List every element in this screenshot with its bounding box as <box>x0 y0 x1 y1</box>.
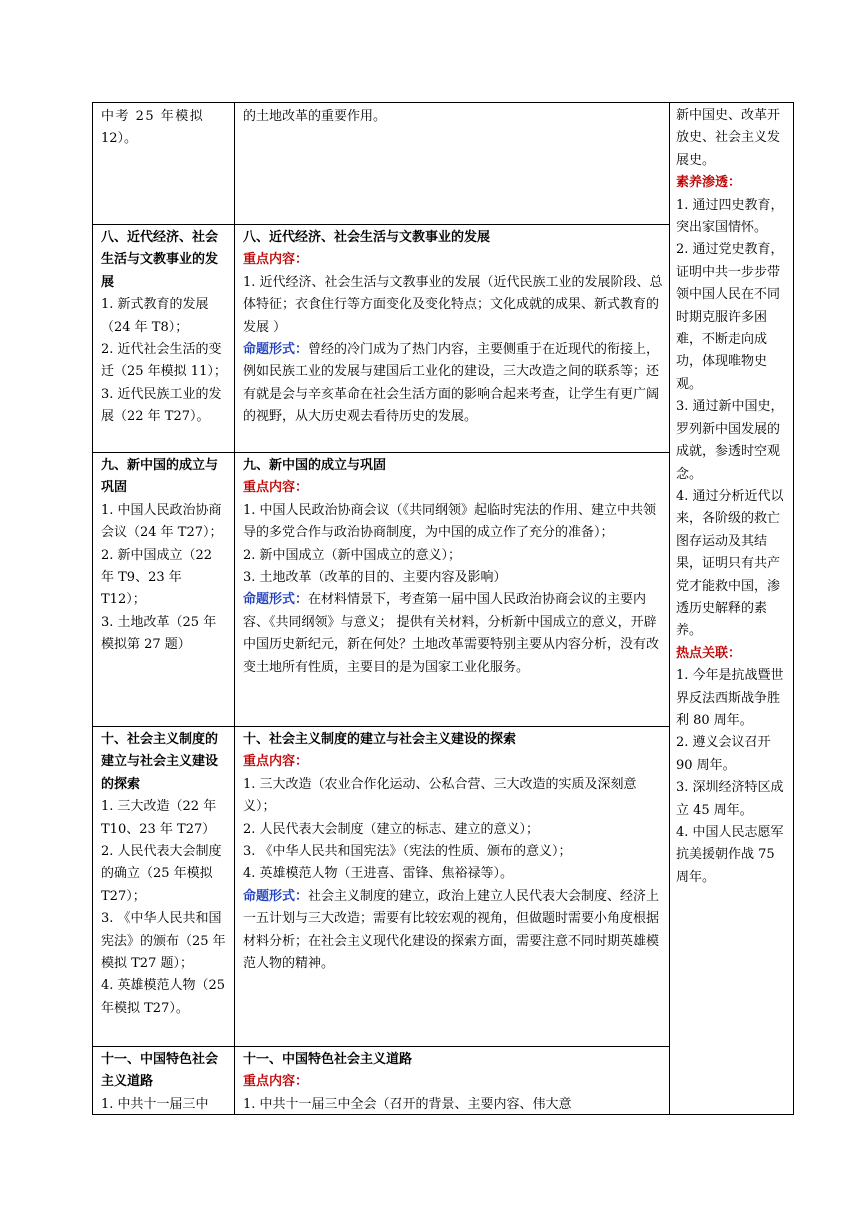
key-content-label: 重点内容： <box>243 1074 309 1090</box>
hot-item: 4. 中国人民志愿军抗美援朝作战 75 周年。 <box>676 825 784 885</box>
question-form-label: 命题形式： <box>243 342 309 358</box>
hot-item: 2. 遵义会议召开 90 周年。 <box>676 735 771 773</box>
row0-left-line: 中考 25 年模拟 <box>101 109 205 124</box>
row2-left <box>93 453 234 726</box>
row3-form-text: 社会主义制度的建立，政治上建立人民代表大会制度、经济上一五计划与三大改造；需要有比较宏观的视角，但做题时需要小角度根据材料分析；在社会主义现代化建设的探索方面，需要注意不同时期英雄模范人物的精神。 <box>243 888 660 972</box>
row4-left-item: 1. 中共十一届三中 <box>101 1096 209 1112</box>
row3-left-title: 十、社会主义制度的建立与社会主义建设的探索 <box>101 732 219 792</box>
row1-mid-title: 八、近代经济、社会生活与文教事业的发展 <box>243 230 491 245</box>
row1-left-item: 2. 近代社会生活的变迁（25 年模拟 11）； <box>101 342 227 380</box>
row2-form-paragraph <box>243 589 663 679</box>
key-content-label: 重点内容： <box>243 480 309 496</box>
row3-left-item: 3. 《中华人民共和国宪法》的颁布（25 年模拟 T27 题）； <box>101 911 226 972</box>
literacy-item: 4. 通过分析近代以来，各阶级的救亡图存运动及其结果，证明只有共产党才能救中国，渗透历史解释的素养。 <box>676 488 784 639</box>
row1-left-item: 1. 新式教育的发展（24 年 T8）； <box>101 297 209 335</box>
row2-key-item: 3. 土地改革（改革的目的、主要内容及影响） <box>243 570 507 586</box>
hot-topics-label: 热点关联： <box>676 645 742 661</box>
right-intro: 新中国史、改革开放史、社会主义发展史。 <box>676 108 781 168</box>
row0-mid <box>235 103 669 224</box>
row2-key-item: 2. 新中国成立（新中国成立的意义）； <box>243 547 462 563</box>
row2-mid <box>235 453 669 726</box>
row2-left-item: 1. 中国人民政治协商会议（24 年 T27）； <box>101 502 223 541</box>
literacy-label: 素养渗透： <box>676 175 742 191</box>
row3-key-item: 2. 人民代表大会制度（建立的标志、建立的意义）； <box>243 821 540 837</box>
row1-left <box>93 225 234 452</box>
row3-left <box>93 727 234 1046</box>
row3-left-item: 2. 人民代表大会制度的确立（25 年模拟 T27）； <box>101 844 222 904</box>
literacy-item: 2. 通过党史教育，证明中共一步步带领中国人民在不同时期克服许多困难，不断走向成功，体现唯物史观。 <box>676 242 784 392</box>
row2-key-item: 1. 中国人民政治协商会议（《共同纲领》起临时宪法的作用、建立中共领导的多党合作与政治协商制度，为中国的成立作了充分的准备）； <box>243 502 657 541</box>
row1-form-text: 曾经的冷门成为了热门内容，主要侧重于在近现代的衔接上，例如民族工业的发展与建国后工业化的建设，三大改造之间的联系等；还有就是会与辛亥革命在社会生活方面的影响合起来考查，让学生有更广阔的视野，从大历史观去看待历史的发展。 <box>243 342 660 425</box>
row2-mid-title: 九、新中国的成立与巩固 <box>243 458 387 473</box>
literacy-item: 3. 通过新中国史，罗列新中国发展的成就，参透时空观念。 <box>676 399 784 482</box>
row1-left-title: 八、近代经济、社会生活与文教事业的发展 <box>101 230 219 290</box>
right-column <box>670 103 793 1114</box>
row2-form-text: 在材料情景下，考查第一届中国人民政治协商会议的主要内容、《共同纲领》与意义； 提供有关材料，分析新中国成立的意义，开辟中国历史新纪元，新在何处？土地改革需要特别主要从内容分析，没有改变土地所有性质，主要目的是为国家工业化服务。 <box>243 592 660 675</box>
question-form-label: 命题形式： <box>243 592 309 608</box>
question-form-label: 命题形式： <box>243 888 309 904</box>
row1-form-paragraph <box>243 339 663 429</box>
row3-left-item: 4. 英雄模范人物（25 年模拟 T27）。 <box>101 978 226 1016</box>
row1-left-item: 3. 近代民族工业的发展（22 年 T27）。 <box>101 386 222 425</box>
key-content-label: 重点内容： <box>243 252 309 268</box>
row4-mid-title: 十一、中国特色社会主义道路 <box>243 1052 413 1067</box>
row0-left <box>93 103 234 224</box>
content-table <box>92 102 794 1115</box>
row4-mid <box>235 1047 669 1114</box>
row1-mid <box>235 225 669 452</box>
row4-key-item: 1. 中共十一届三中全会（召开的背景、主要内容、伟大意 <box>243 1096 572 1112</box>
key-content-label: 重点内容： <box>243 754 309 770</box>
row1-key-text: 1. 近代经济、社会生活与文教事业的发展（近代民族工业的发展阶段、总体特征；衣食住行等方面变化及变化特点；文化成就的成果、新式教育的发展 ） <box>243 274 663 335</box>
row3-key-item: 3. 《中华人民共和国宪法》（宪法的性质、颁布的意义）； <box>243 844 572 860</box>
literacy-item: 1. 通过四史教育，突出家国情怀。 <box>676 197 784 236</box>
row2-left-item: 2. 新中国成立（22 年 T9、23 年 T12）； <box>101 547 213 608</box>
row3-mid <box>235 727 669 1046</box>
row3-form-paragraph <box>243 886 663 976</box>
row3-mid-title: 十、社会主义制度的建立与社会主义建设的探索 <box>243 732 517 747</box>
row3-key-item: 4. 英雄模范人物（王进喜、雷锋、焦裕禄等）。 <box>243 866 514 882</box>
row2-left-title: 九、新中国的成立与巩固 <box>101 458 219 496</box>
hot-item: 1. 今年是抗战暨世界反法西斯战争胜利 80 周年。 <box>676 668 784 728</box>
row0-mid-text: 的土地改革的重要作用。 <box>243 109 387 124</box>
row2-left-item: 3. 土地改革（25 年模拟第 27 题） <box>101 614 217 653</box>
row3-key-item: 1. 三大改造（农业合作化运动、公私合营、三大改造的实质及深刻意义）； <box>243 776 637 815</box>
row0-left-line: 12）。 <box>101 131 138 147</box>
row3-left-item: 1. 三大改造（22 年 T10、23 年 T27） <box>101 799 217 837</box>
hot-item: 3. 深圳经济特区成立 45 周年。 <box>676 780 784 818</box>
row4-left <box>93 1047 234 1114</box>
row4-left-title: 十一、中国特色社会主义道路 <box>101 1052 219 1090</box>
